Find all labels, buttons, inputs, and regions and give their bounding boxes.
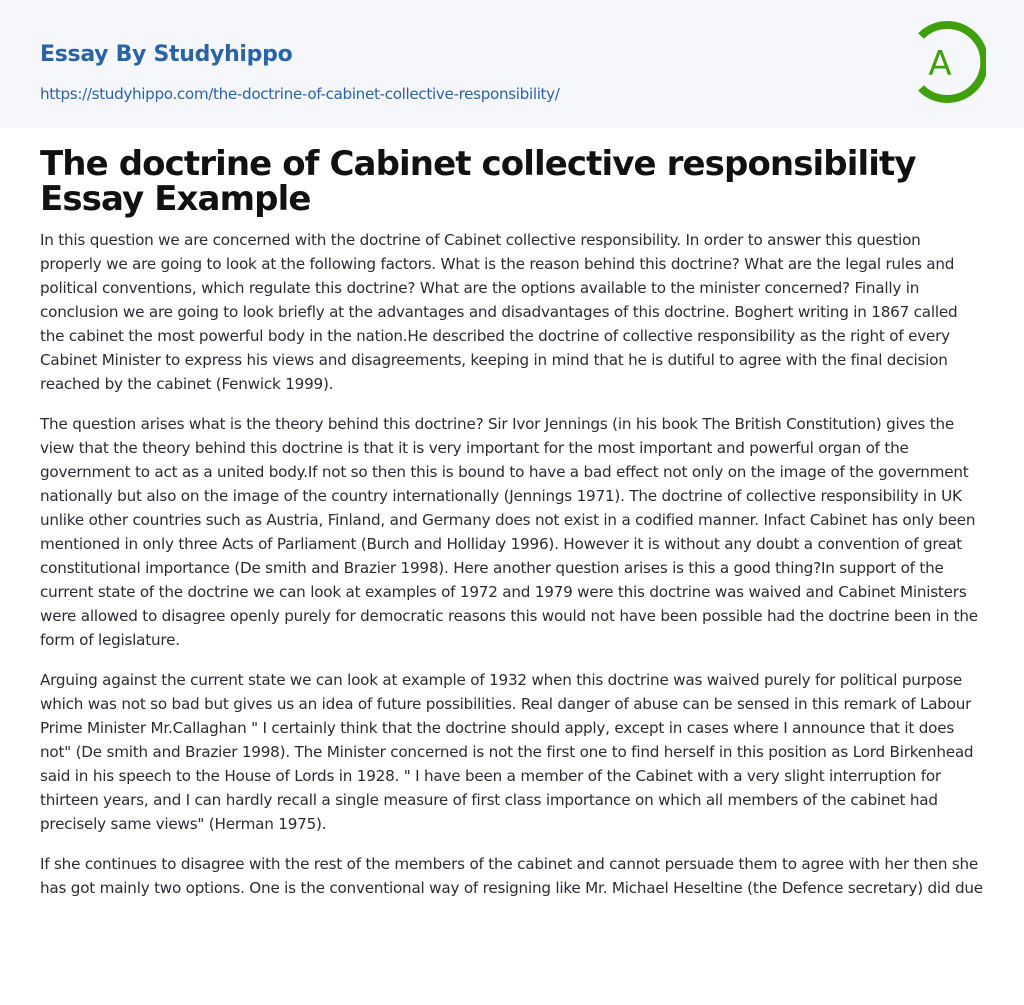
article-paragraph: Arguing against the current state we can look at example of 1932 when this doctrine was waived purely for political purpose which was not so bad but gives us an idea of future possibilities. Real danger of abuse can be sensed in this remark of Labour Prime Minister Mr.Callaghan " I certainly think that the doctrine should apply, except in cases where I announce that it does not" (De smith and Brazier 1998). The Minister concerned is not the first one to find herself in this position as Lord Birkenhead said in his speech to the House of Lords in 1928. " I have been a member of the Cabinet with a very slight interruption for thirteen years, and I can hardly recall a single measure of first class importance on which all members of the cabinet had precisely same views" (Herman 1975).: [40, 671, 974, 833]
article-title: The doctrine of Cabinet collective responsibility Essay Example: [40, 144, 916, 219]
article-body: [40, 228, 984, 900]
studyhippo-logo[interactable]: [912, 20, 986, 104]
article-paragraph: The question arises what is the theory behind this doctrine? Sir Ivor Jennings (in his book The British Constitution) gives the view that the theory behind this doctrine is that it is very important for the most important and powerful organ of the government to act as a united body.If not so then this is bound to have a bad effect not only on the image of the government nationally but also on the image of the country internationally (Jennings 1971). The doctrine of collective responsibility in UK unlike other countries such as Austria, Finland, and Germany does not exist in a codified manner. Infact Cabinet has only been mentioned in only three Acts of Parliament (Burch and Holliday 1996). However it is without any doubt a convention of great constitutional importance (De smith and Brazier 1998). Here another question arises is this a good thing?In support of the current state of the doctrine we can look at examples of 1972 and 1979 were this doctrine was waived and Cabinet Ministers were allowed to disagree openly purely for democratic reasons this would not have been possible had the doctrine been in the form of legislature.: [40, 415, 978, 649]
article-paragraph: In this question we are concerned with the doctrine of Cabinet collective responsibility. In order to answer this question properly we are going to look at the following factors. What is the reason behind this doctrine? What are the legal rules and political conventions, which regulate this doctrine? What are the options available to the minister concerned? Finally in conclusion we are going to look briefly at the advantages and disadvantages of this doctrine. Boghert writing in 1867 called the cabinet the most powerful body in the nation.He described the doctrine of collective responsibility as the right of every Cabinet Minister to express his views and disagreements, keeping in mind that he is dutiful to agree with the final decision reached by the cabinet (Fenwick 1999).: [40, 231, 958, 393]
article-paragraph: If she continues to disagree with the rest of the members of the cabinet and cannot persuade them to agree with her then she has got mainly two options. One is the conventional way of resigning like Mr. Michael Heseltine (the Defence secretary) did due: [40, 855, 983, 897]
brand-name: Essay By Studyhippo: [40, 42, 293, 67]
source-url-link[interactable]: https://studyhippo.com/the-doctrine-of-cabinet-collective-responsibility/: [40, 85, 560, 103]
logo-arc-icon: [912, 20, 986, 104]
logo-letter: A: [928, 44, 952, 84]
site-header: [0, 0, 1024, 128]
article: [0, 144, 1024, 900]
